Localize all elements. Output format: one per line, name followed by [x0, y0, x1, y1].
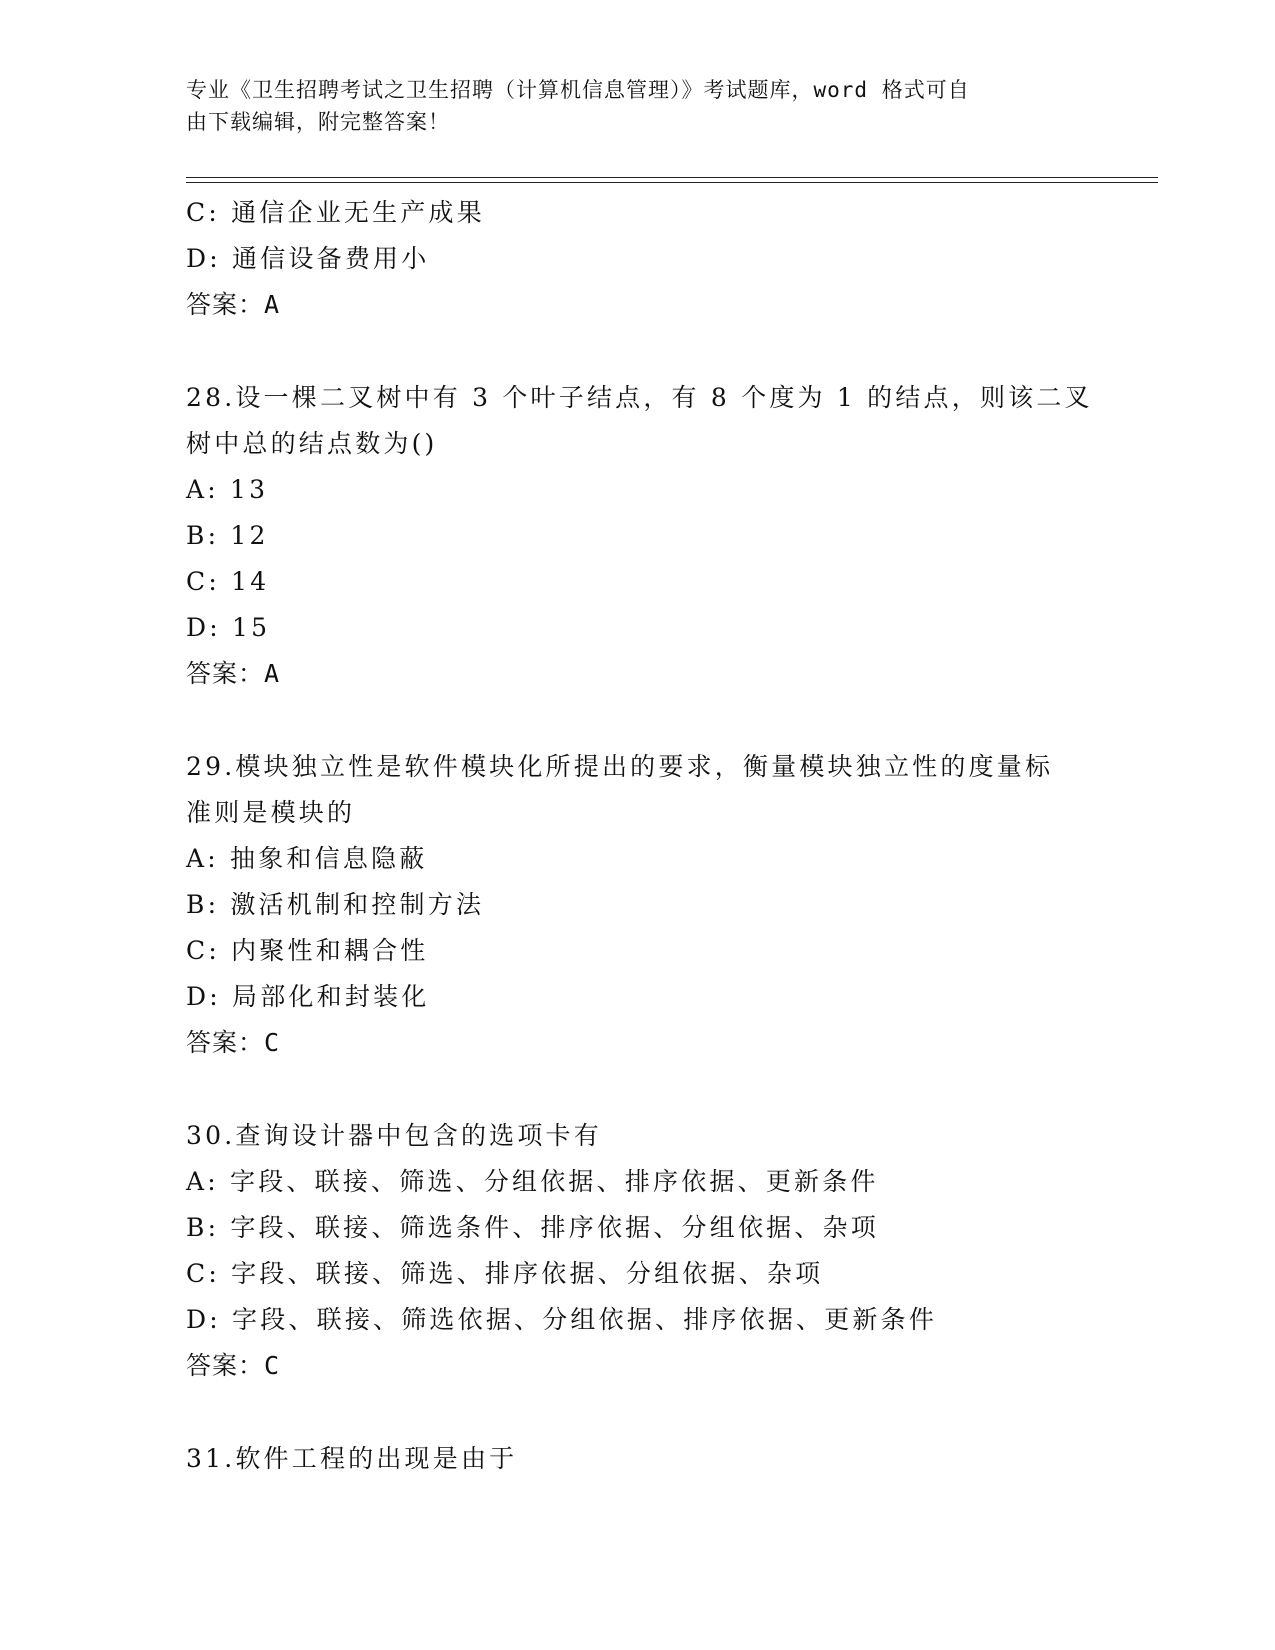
header-line-1: 专业《卫生招聘考试之卫生招聘（计算机信息管理）》考试题库，word 格式可自 [186, 78, 970, 102]
question-stem-line-2: 准则是模块的 [186, 798, 356, 827]
question-31 [186, 1436, 1086, 1482]
question-list [186, 190, 1093, 1482]
spacer [186, 1389, 1086, 1436]
question-stem-line-1: 31.软件工程的出现是由于 [186, 1444, 518, 1473]
header-divider-bottom [186, 182, 1158, 183]
header-divider-top [186, 177, 1158, 178]
spacer [186, 1066, 1086, 1113]
question-stem-line-2: 树中总的结点数为() [186, 429, 438, 458]
document-header [186, 74, 1066, 138]
option-b: B: 字段、联接、筛选条件、排序依据、分组依据、杂项 [186, 1213, 879, 1242]
spacer [186, 328, 1086, 375]
question-29 [186, 744, 1086, 1066]
answer-label: 答案：C [186, 1351, 281, 1380]
question-stem-line-1: 29.模块独立性是软件模块化所提出的要求，衡量模块独立性的度量标 [186, 752, 1054, 781]
option-c: C: 14 [186, 567, 270, 596]
option-d: D: 15 [186, 613, 271, 642]
option-c: C: 通信企业无生产成果 [186, 198, 485, 227]
option-d: D: 字段、联接、筛选依据、分组依据、排序依据、更新条件 [186, 1305, 938, 1334]
answer-label: 答案：A [186, 659, 281, 688]
question-30 [186, 1113, 1086, 1389]
option-c: C: 内聚性和耦合性 [186, 936, 429, 965]
option-d: D: 通信设备费用小 [186, 244, 430, 273]
question-stem-line-1: 30.查询设计器中包含的选项卡有 [186, 1121, 602, 1150]
answer-label: 答案：C [186, 1028, 281, 1057]
question-28 [186, 375, 1093, 697]
option-b: B: 激活机制和控制方法 [186, 890, 485, 919]
question-stem-line-1: 28.设一棵二叉树中有 3 个叶子结点，有 8 个度为 1 的结点，则该二叉 [186, 383, 1093, 412]
spacer [186, 697, 1086, 744]
option-c: C: 字段、联接、筛选、排序依据、分组依据、杂项 [186, 1259, 824, 1288]
answer-label: 答案：A [186, 290, 281, 319]
option-d: D: 局部化和封装化 [186, 982, 430, 1011]
header-line-2: 由下载编辑，附完整答案！ [186, 110, 450, 134]
option-a: A: 13 [186, 475, 269, 504]
option-b: B: 12 [186, 521, 269, 550]
option-a: A: 字段、联接、筛选、分组依据、排序依据、更新条件 [186, 1167, 879, 1196]
question-27-continued [186, 190, 1086, 328]
option-a: A: 抽象和信息隐蔽 [186, 844, 428, 873]
